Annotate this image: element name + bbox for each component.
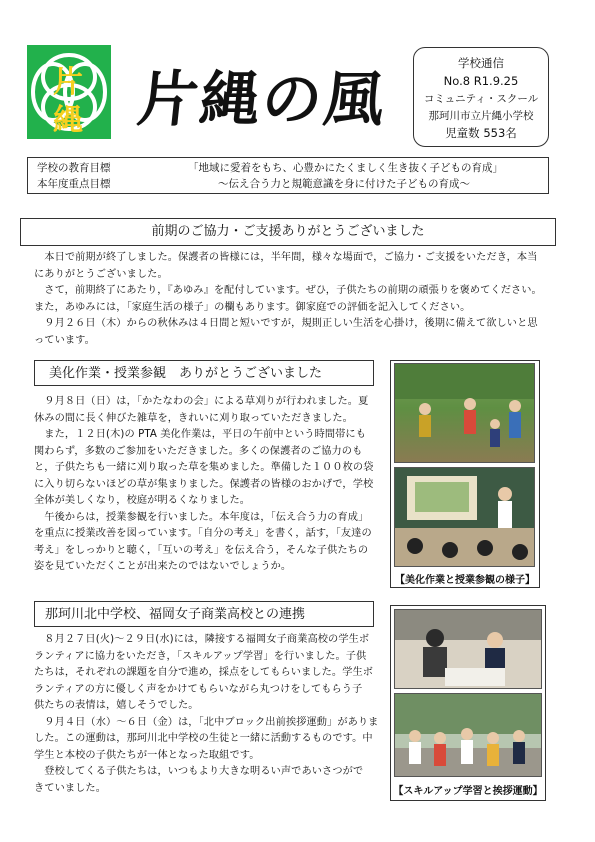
goal-label-2: 本年度重点目標 [37,178,111,190]
weeding-photo [394,363,535,463]
greeting-campaign-photo [394,693,542,777]
info-school-name: 那珂川市立片縄小学校 [428,110,534,122]
issue-info-box [413,47,549,147]
logo-text-bottom: 縄 [53,103,83,138]
newsletter-title: 片縄の風 [134,65,390,135]
section2-body: ９月８日（日）は，「かたなわの会」による草刈りが行われました。夏 休みの間に長く伸びた雑草を，きれいに刈り取っていただきました。 また，１２日(木)の PTA 美化作業は，平日の午前中という時間帯にも 関わらず，多数のご参加をいただきました。多くの保護者のご協力のも と，子供たちも一緒に刈り取った草を集めました。準備した１００枚の袋 に入り切らないほどの草が集まりました。保護者の皆様のおかげで，学校 全体が美しくなり，校庭が明るくなりました。 午後からは，授業参観を行いました。本年度は，「伝え合う力の育成」 を重点に授業改善を図っています。「自分の考え」を書く，話す，「友達の 考え」をしっかりと聴く，「互いの考え」を伝え合う，そんな子供たちの 姿を見ていただくことが出来たのではないでしょうか。 [34,396,374,572]
section3-heading-box [34,601,374,627]
school-logo [27,45,111,139]
logo-text-top: 片 [53,65,83,100]
info-issue-number: No.8 R1.9.25 [443,74,519,88]
section1-body: 本日で前期が終了しました。保護者の皆様には，半年間，様々な場面で，ご協力・ご支援をいただき，本当 にありがとうございました。 さて，前期終了にあたり，『あゆみ』を配付しています。ぜひ，子供たちの前期の頑張りを褒めてください。 また，あゆみには，「家庭生活の様子」の欄もあります。御家庭での評価を記入してください。 ９月２６日（木）からの秋休みは４日間と短いですが，規則正しい生活を心掛け，後期に備えて欲しいと思 っています。 [34,252,542,346]
section2-heading-box [34,360,374,386]
section3-caption: 【スキルアップ学習と挨拶運動】 [393,786,543,797]
school-goals-box [27,157,549,194]
section1-heading-box [20,218,556,246]
section1-heading: 前期のご協力・ご支援ありがとうございました [151,224,425,239]
section3-body: ８月２７日(火)～２９日(水)には，隣接する福岡女子商業高校の学生ボ ランティアに協力をいただき，「スキルアップ学習」を行いました。子供 たちは，それぞれの課題を自分で進め，採点をしてもらいました。学生ボ ランティアの方に優しく声をかけてもらいながら丸つけをしてもらう子 供たちの表情は，嬉しそうでした。 ９月４日（水）～６日（金）は，「北中ブロック出前挨拶運動」がありま した。この運動は，那珂川北中学校の生徒と一緒に活動するものです。中 学生と本校の子供たちが一体となった取組です。 登校してくる子供たちは，いつもより大きな明るい声であいさつがで きていました。 [34,634,379,794]
skill-up-study-photo [394,609,542,689]
section2-heading: 美化作業・授業参観 ありがとうございました [49,366,323,381]
info-student-count: 児童数 553名 [445,126,517,140]
info-newsletter-label: 学校通信 [458,56,504,70]
goal-value-2: ～伝え合う力と規範意識を身に付けた子どもの育成～ [218,178,470,190]
goal-label-1: 学校の教育目標 [37,162,111,174]
section3-heading: 那珂川北中学校、福岡女子商業高校との連携 [45,607,306,622]
goal-value-1: 「地域に愛着をもち、心豊かにたくましく生き抜く子どもの育成」 [188,162,503,174]
class-observation-photo [394,467,535,567]
info-community-school: コミュニティ・スクール [423,93,539,105]
section2-caption: 【美化作業と授業参観の様子】 [395,575,535,586]
